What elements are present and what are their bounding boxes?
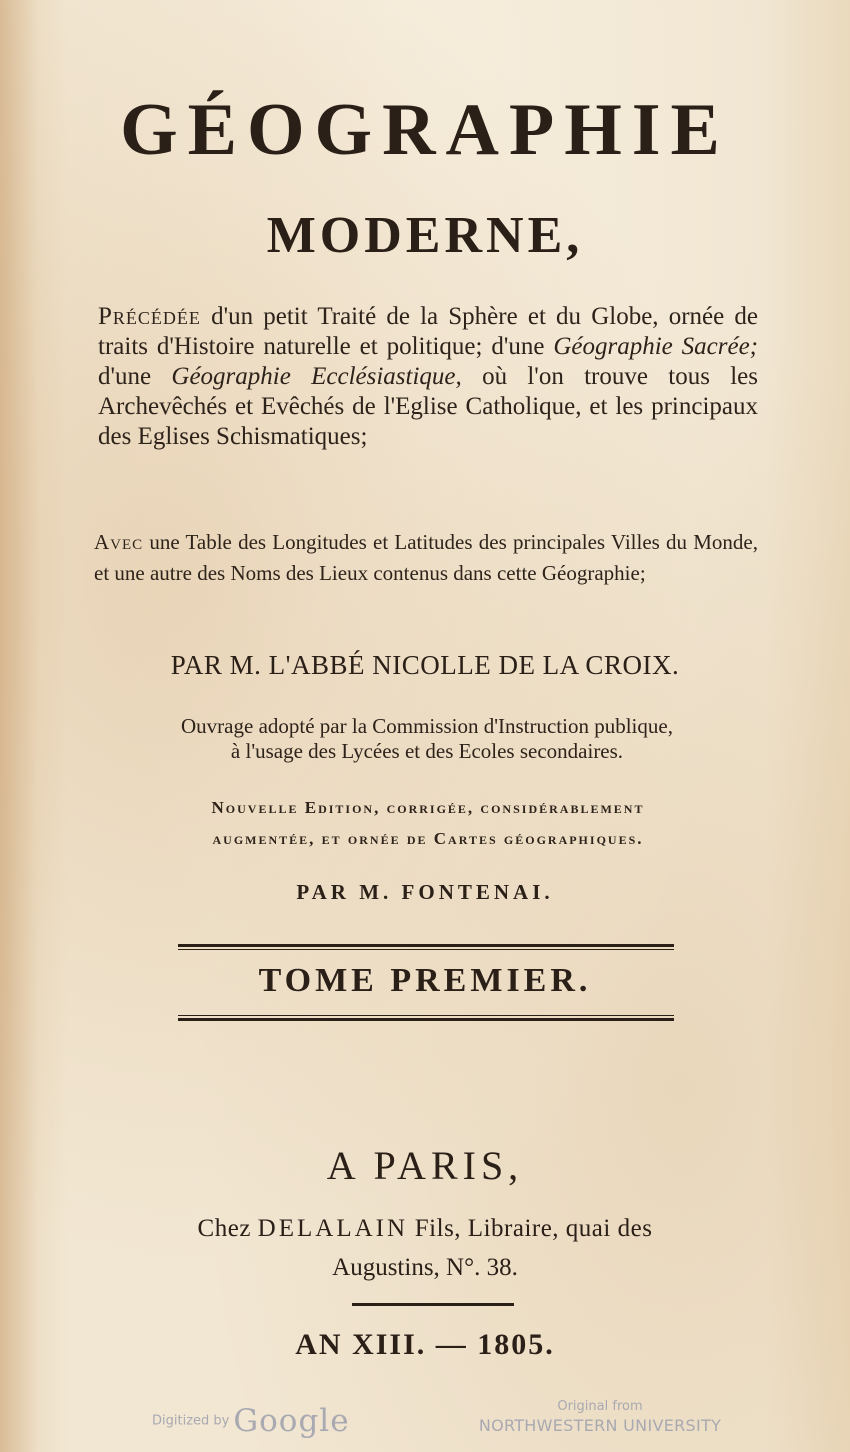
original-from-label: Original from (557, 1399, 643, 1414)
edition-line-2: augmentée, et ornée de Cartes géographiques. (212, 829, 644, 848)
editor-line: PAR M. FONTENAI. (296, 880, 554, 904)
imprint-publisher-pre: Chez (197, 1215, 258, 1242)
imprint-publisher-name: DELALAIN (257, 1215, 409, 1242)
description-italic-1: Géographie Sacrée; (553, 333, 759, 360)
imprint-publisher-post: Fils, Libraire, quai des (408, 1215, 653, 1242)
book-title: GÉOGRAPHIE (120, 89, 730, 171)
description-text-2: d'une (98, 363, 172, 390)
original-from-watermark (470, 1398, 730, 1436)
adoption-line-2: à l'usage des Lycées et des Ecoles secondaires. (230, 739, 624, 763)
description-text-1: d'un petit Traité de la Sphère et du Globe, ornée de traits d'Histoire naturelle et politique; d'une (98, 303, 758, 360)
imprint-rule (352, 1303, 514, 1306)
book-subtitle: MODERNE, (266, 207, 584, 264)
volume-label: TOME PREMIER. (258, 962, 592, 999)
imprint-date: AN XIII. — 1805. (295, 1328, 555, 1361)
google-logo: Google (233, 1403, 350, 1439)
edition-note (92, 792, 764, 854)
tables-lead: Avec (94, 530, 144, 554)
adoption-line-1: Ouvrage adopté par la Commission d'Instruction publique, (181, 714, 673, 738)
imprint-publisher (0, 1215, 850, 1243)
tables-text: une Table des Longitudes et Latitudes des principales Villes du Monde, et une autre des Noms des Lieux contenus dans cette Géographie; (94, 530, 758, 585)
edition-line-1: Nouvelle Edition, corrigée, considérablement (211, 798, 645, 817)
digitized-by-watermark (152, 1403, 350, 1439)
description-italic-2: Géographie Ecclésiastique, (171, 363, 462, 390)
description-paragraph (98, 302, 758, 452)
author-line: PAR M. L'ABBÉ NICOLLE DE LA CROIX. (170, 650, 680, 680)
digitized-by-label: Digitized by (152, 1413, 230, 1429)
bottom-double-rule (178, 1015, 674, 1021)
description-lead: Précédée (98, 303, 201, 330)
imprint-city: A PARIS, (326, 1143, 524, 1188)
description-text-3: où l'on trouve tous les Archevêchés et Evêchés de l'Eglise Catholique, et les principaux des Eglises Schismatiques; (98, 363, 759, 450)
adoption-note (92, 714, 762, 764)
tables-paragraph (94, 527, 758, 589)
institution-label: NORTHWESTERN UNIVERSITY (478, 1416, 722, 1435)
imprint-address: Augustins, N°. 38. (332, 1254, 518, 1281)
top-double-rule (178, 944, 674, 950)
